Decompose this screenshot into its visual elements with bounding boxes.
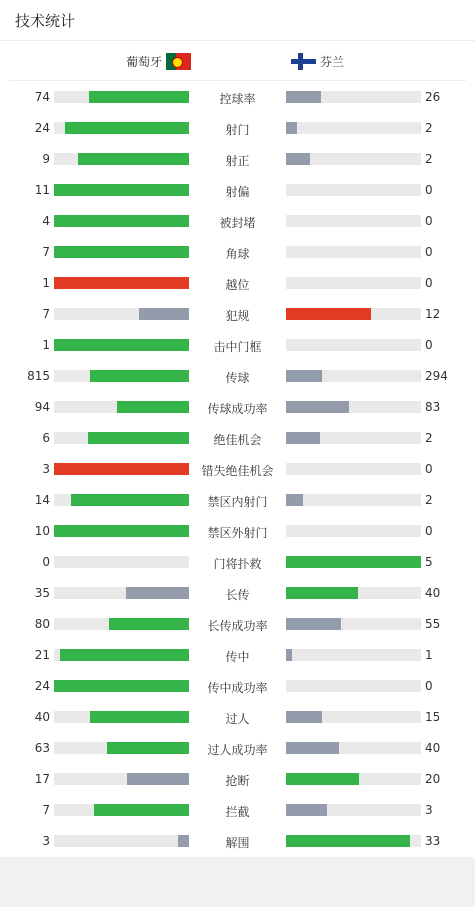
home-stat-bar xyxy=(54,215,189,227)
stat-label: 解围 xyxy=(225,836,250,850)
home-stat-bar-track xyxy=(54,308,189,320)
stat-label: 犯规 xyxy=(225,309,250,323)
away-stat-bar xyxy=(286,556,421,568)
home-stat-bar xyxy=(178,835,189,847)
stat-row xyxy=(0,454,475,485)
stat-row xyxy=(0,826,475,857)
home-stat-bar xyxy=(90,370,189,382)
home-stat-bar xyxy=(94,804,189,816)
away-stat-bar-track xyxy=(286,680,421,692)
home-stat-value: 6 xyxy=(42,431,50,445)
away-stat-value: 2 xyxy=(425,152,433,166)
home-stat-value: 3 xyxy=(42,834,50,848)
away-stat-bar xyxy=(286,122,297,134)
stat-row xyxy=(0,485,475,516)
away-stat-bar-track xyxy=(286,587,421,599)
home-stat-bar-track xyxy=(54,432,189,444)
home-stat-value: 7 xyxy=(42,307,50,321)
away-stat-value: 2 xyxy=(425,431,433,445)
home-stat-bar-track xyxy=(54,122,189,134)
home-stat-value: 17 xyxy=(34,772,50,786)
stat-row xyxy=(0,175,475,206)
home-stat-bar xyxy=(117,401,189,413)
away-stat-bar-track xyxy=(286,525,421,537)
stat-row xyxy=(0,113,475,144)
away-stat-bar-track xyxy=(286,556,421,568)
away-stat-bar xyxy=(286,618,341,630)
home-stat-bar xyxy=(60,649,189,661)
stat-label: 角球 xyxy=(225,247,250,261)
stat-label: 射门 xyxy=(225,123,250,137)
away-stat-bar-track xyxy=(286,835,421,847)
away-stat-value: 40 xyxy=(425,741,441,755)
away-stat-bar-track xyxy=(286,618,421,630)
stat-row xyxy=(0,299,475,330)
stat-row xyxy=(0,206,475,237)
home-stat-bar xyxy=(65,122,189,134)
away-stat-bar-track xyxy=(286,773,421,785)
stats-list xyxy=(0,82,475,857)
stat-label: 越位 xyxy=(225,278,250,292)
away-stat-value: 2 xyxy=(425,493,433,507)
stat-label: 传球成功率 xyxy=(207,402,268,416)
away-stat-value: 0 xyxy=(425,462,433,476)
home-stat-bar-track xyxy=(54,618,189,630)
panel-title: 技术统计 xyxy=(15,11,76,30)
home-stat-value: 1 xyxy=(42,276,50,290)
home-stat-bar-track xyxy=(54,401,189,413)
away-stat-bar xyxy=(286,773,359,785)
home-stat-bar-track xyxy=(54,370,189,382)
away-stat-value: 2 xyxy=(425,121,433,135)
away-stat-bar-track xyxy=(286,184,421,196)
stat-label: 射偏 xyxy=(225,185,250,199)
home-stat-bar-track xyxy=(54,153,189,165)
away-stat-value: 26 xyxy=(425,90,441,104)
home-stat-bar-track xyxy=(54,680,189,692)
away-stat-bar xyxy=(286,401,349,413)
stat-row xyxy=(0,82,475,113)
home-stat-bar xyxy=(54,339,189,351)
teams-header xyxy=(9,41,466,81)
away-stat-bar-track xyxy=(286,122,421,134)
away-stat-bar-track xyxy=(286,463,421,475)
away-stat-bar xyxy=(286,742,339,754)
home-stat-value: 94 xyxy=(34,400,50,414)
home-stat-bar xyxy=(126,587,189,599)
away-stat-bar-track xyxy=(286,494,421,506)
stat-row xyxy=(0,609,475,640)
away-stat-bar-track xyxy=(286,153,421,165)
away-stat-value: 0 xyxy=(425,183,433,197)
away-stat-bar-track xyxy=(286,339,421,351)
home-stat-value: 11 xyxy=(34,183,50,197)
home-stat-bar xyxy=(88,432,189,444)
stat-row xyxy=(0,795,475,826)
away-stat-value: 83 xyxy=(425,400,441,414)
stat-label: 禁区内射门 xyxy=(207,495,268,509)
away-stat-value: 15 xyxy=(425,710,441,724)
stat-row xyxy=(0,671,475,702)
away-stat-bar xyxy=(286,308,371,320)
away-stat-value: 0 xyxy=(425,679,433,693)
home-stat-value: 74 xyxy=(34,90,50,104)
home-stat-bar xyxy=(54,246,189,258)
home-stat-value: 24 xyxy=(34,121,50,135)
stat-label: 传球 xyxy=(225,371,250,385)
home-stat-bar xyxy=(107,742,189,754)
home-stat-bar-track xyxy=(54,773,189,785)
away-stat-bar xyxy=(286,587,358,599)
away-stat-bar-track xyxy=(286,649,421,661)
stat-row xyxy=(0,392,475,423)
stat-row xyxy=(0,423,475,454)
stat-label: 长传成功率 xyxy=(207,619,268,633)
away-stat-bar-track xyxy=(286,804,421,816)
home-stat-bar-track xyxy=(54,463,189,475)
home-stat-bar-track xyxy=(54,711,189,723)
home-stat-bar xyxy=(127,773,189,785)
home-stat-bar-track xyxy=(54,835,189,847)
home-stat-value: 7 xyxy=(42,803,50,817)
away-stat-value: 1 xyxy=(425,648,433,662)
home-stat-bar-track xyxy=(54,339,189,351)
home-stat-value: 80 xyxy=(34,617,50,631)
home-stat-bar-track xyxy=(54,277,189,289)
home-stat-bar xyxy=(109,618,189,630)
away-stat-value: 0 xyxy=(425,276,433,290)
stat-row xyxy=(0,547,475,578)
away-team xyxy=(291,53,344,70)
away-stat-value: 0 xyxy=(425,338,433,352)
home-stat-value: 0 xyxy=(42,555,50,569)
stat-row xyxy=(0,516,475,547)
away-stat-bar-track xyxy=(286,277,421,289)
away-stat-bar xyxy=(286,432,320,444)
home-stat-bar-track xyxy=(54,215,189,227)
home-stat-bar-track xyxy=(54,91,189,103)
away-stat-bar-track xyxy=(286,91,421,103)
away-stat-bar xyxy=(286,711,322,723)
stat-row xyxy=(0,733,475,764)
stat-row xyxy=(0,330,475,361)
stat-label: 被封堵 xyxy=(219,216,256,230)
home-stat-value: 815 xyxy=(27,369,50,383)
away-stat-bar xyxy=(286,835,410,847)
home-stat-bar xyxy=(139,308,189,320)
home-stat-value: 14 xyxy=(34,493,50,507)
stat-row xyxy=(0,144,475,175)
away-stat-value: 0 xyxy=(425,524,433,538)
stat-label: 过人成功率 xyxy=(207,743,268,757)
stat-label: 绝佳机会 xyxy=(213,433,262,447)
home-stat-bar-track xyxy=(54,587,189,599)
away-stat-bar xyxy=(286,370,322,382)
stat-row xyxy=(0,640,475,671)
home-stat-bar-track xyxy=(54,742,189,754)
home-stat-bar-track xyxy=(54,804,189,816)
portugal-flag-icon xyxy=(166,53,191,70)
home-stat-bar-track xyxy=(54,494,189,506)
home-stat-bar-track xyxy=(54,556,189,568)
home-stat-bar xyxy=(54,680,189,692)
home-stat-bar-track xyxy=(54,649,189,661)
away-stat-bar-track xyxy=(286,308,421,320)
home-stat-value: 10 xyxy=(34,524,50,538)
home-stat-value: 63 xyxy=(34,741,50,755)
away-stat-value: 5 xyxy=(425,555,433,569)
away-team-name: 芬兰 xyxy=(320,55,345,69)
away-stat-value: 0 xyxy=(425,214,433,228)
home-stat-bar xyxy=(54,184,189,196)
away-stat-value: 12 xyxy=(425,307,441,321)
away-stat-bar-track xyxy=(286,711,421,723)
home-team-name: 葡萄牙 xyxy=(125,55,162,69)
home-stat-value: 7 xyxy=(42,245,50,259)
away-stat-value: 55 xyxy=(425,617,441,631)
stat-label: 抢断 xyxy=(225,774,250,788)
home-team xyxy=(126,53,191,70)
away-stat-bar xyxy=(286,153,310,165)
home-stat-bar xyxy=(89,91,189,103)
away-stat-bar-track xyxy=(286,246,421,258)
stat-label: 长传 xyxy=(225,588,250,602)
stat-label: 门将扑救 xyxy=(213,557,262,571)
home-stat-value: 3 xyxy=(42,462,50,476)
home-stat-bar-track xyxy=(54,184,189,196)
away-stat-value: 20 xyxy=(425,772,441,786)
panel-header xyxy=(0,0,475,41)
away-stat-value: 3 xyxy=(425,803,433,817)
home-stat-bar xyxy=(78,153,189,165)
stat-row xyxy=(0,268,475,299)
away-stat-value: 0 xyxy=(425,245,433,259)
stat-label: 击中门框 xyxy=(213,340,262,354)
home-stat-bar xyxy=(71,494,189,506)
stat-label: 控球率 xyxy=(219,92,256,106)
stat-row xyxy=(0,578,475,609)
home-stat-bar-track xyxy=(54,525,189,537)
stat-label: 传中成功率 xyxy=(207,681,268,695)
stat-label: 拦截 xyxy=(225,805,250,819)
home-stat-bar xyxy=(54,277,189,289)
away-stat-value: 294 xyxy=(425,369,448,383)
home-stat-value: 40 xyxy=(34,710,50,724)
away-stat-bar xyxy=(286,494,303,506)
home-stat-bar xyxy=(54,525,189,537)
home-stat-value: 21 xyxy=(34,648,50,662)
away-stat-value: 33 xyxy=(425,834,441,848)
home-stat-value: 9 xyxy=(42,152,50,166)
away-stat-bar-track xyxy=(286,215,421,227)
away-stat-bar-track xyxy=(286,432,421,444)
stat-row xyxy=(0,237,475,268)
stat-label: 射正 xyxy=(225,154,250,168)
home-stat-value: 4 xyxy=(42,214,50,228)
stat-row xyxy=(0,361,475,392)
home-stat-bar-track xyxy=(54,246,189,258)
finland-flag-icon xyxy=(291,53,316,70)
home-stat-value: 35 xyxy=(34,586,50,600)
stat-label: 过人 xyxy=(225,712,250,726)
stat-row xyxy=(0,702,475,733)
away-stat-bar-track xyxy=(286,742,421,754)
away-stat-bar xyxy=(286,649,292,661)
home-stat-bar xyxy=(54,463,189,475)
away-stat-bar xyxy=(286,804,327,816)
home-stat-value: 24 xyxy=(34,679,50,693)
stat-label: 禁区外射门 xyxy=(207,526,268,540)
home-stat-value: 1 xyxy=(42,338,50,352)
stat-label: 传中 xyxy=(225,650,250,664)
away-stat-value: 40 xyxy=(425,586,441,600)
away-stat-bar-track xyxy=(286,401,421,413)
stat-row xyxy=(0,764,475,795)
home-stat-bar xyxy=(90,711,189,723)
away-stat-bar xyxy=(286,91,321,103)
away-stat-bar-track xyxy=(286,370,421,382)
stat-label: 错失绝佳机会 xyxy=(201,464,274,478)
